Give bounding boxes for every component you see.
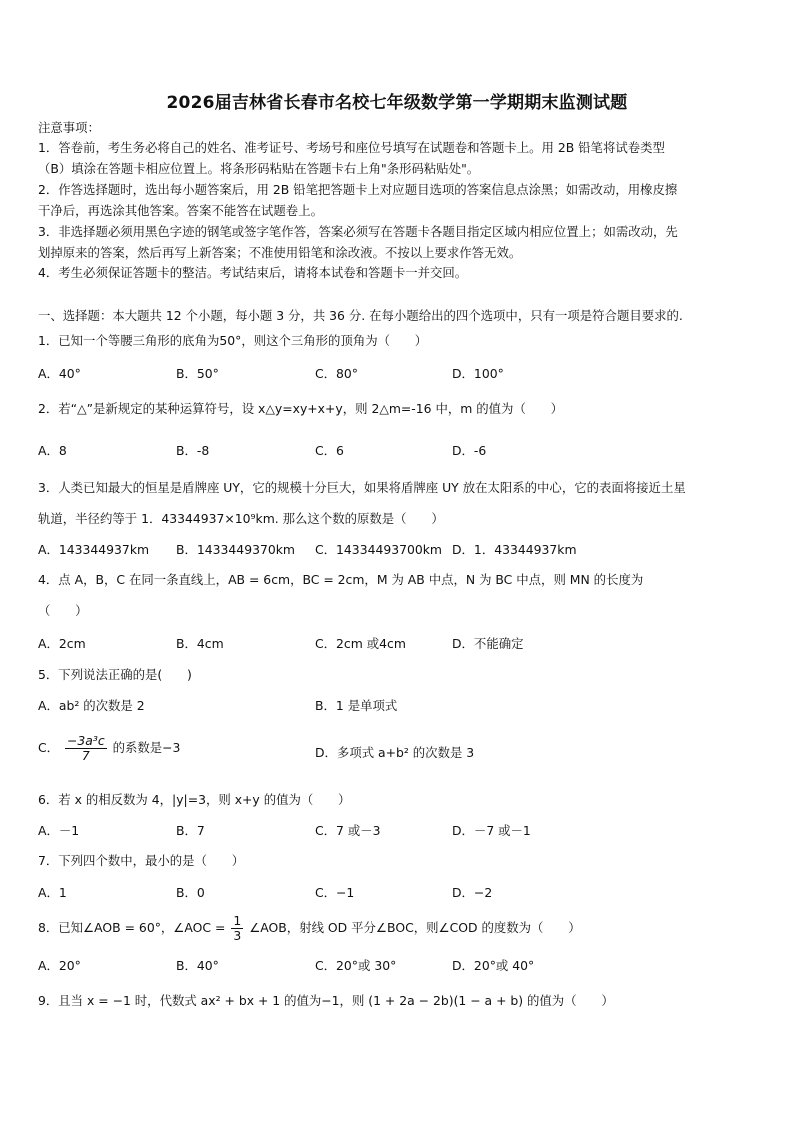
q1-option-c: C．80°	[315, 366, 359, 381]
section-heading: 一、选择题：本大题共 12 个小题，每小题 3 分，共 36 分. 在每小题给出的四个选项中，只有一项是符合题目要求的.	[38, 308, 683, 323]
q3-option-d: D．1．43344937km	[452, 542, 577, 557]
q6-option-b: B．7	[176, 823, 205, 838]
question-3-stem-cont: 轨道，半径约等于 1．43344937×10⁹km. 那么这个数的原数是（ ）	[38, 511, 444, 526]
page-title: 2026届吉林省长春市名校七年级数学第一学期期末监测试题	[166, 93, 628, 113]
question-3-stem: 3．人类已知最大的恒星是盾牌座 UY，它的规模十分巨大，如果将盾牌座 UY 放在太阳系的中心，它的表面将接近土星	[38, 480, 686, 495]
q7-option-d: D．−2	[452, 885, 493, 900]
q2-option-c: C．6	[315, 443, 344, 458]
q3-option-b: B．1433449370km	[176, 542, 295, 557]
q2-option-d: D．-6	[452, 443, 487, 458]
question-4-stem-cont: （ ）	[38, 603, 88, 618]
question-7-stem: 7．下列四个数中，最小的是（ ）	[38, 853, 245, 868]
q7-option-b: B．0	[176, 885, 205, 900]
q8-fraction-numerator: 1	[233, 913, 242, 928]
q8-stem-part-a: 8．已知∠AOB = 60°，∠AOC =	[38, 920, 226, 935]
q5-option-c-suffix: 的系数是−3	[112, 740, 181, 755]
notice-line: 干净后，再选涂其他答案。答案不能答在试题卷上。	[38, 203, 323, 218]
q8-option-b: B．40°	[176, 958, 219, 973]
notice-line: 1．答卷前，考生务必将自己的姓名、准考证号、考场号和座位号填写在试题卷和答题卡上。用 2B 铅笔将试卷类型	[38, 140, 665, 155]
q1-option-b: B．50°	[176, 366, 219, 381]
q8-option-d: D．20°或 40°	[452, 958, 535, 973]
question-9-stem: 9．且当 x = −1 时，代数式 ax² + bx + 1 的值为−1，则 (1 + 2a − 2b)(1 − a + b) 的值为（ ）	[38, 993, 614, 1008]
q5-option-d: D．多项式 a+b² 的次数是 3	[315, 745, 475, 760]
q5-option-c-prefix: C．	[38, 740, 60, 755]
q8-option-c: C．20°或 30°	[315, 958, 397, 973]
q5-option-c	[38, 734, 180, 763]
q4-option-c: C．2cm 或4cm	[315, 636, 406, 651]
q4-option-b: B．4cm	[176, 636, 224, 651]
q1-option-d: D．100°	[452, 366, 504, 381]
q5-fraction-denominator: 7	[81, 748, 90, 763]
notice-line: 2．作答选择题时，选出每小题答案后，用 2B 铅笔把答题卡上对应题目选项的答案信息点涂黑；如需改动，用橡皮擦	[38, 182, 678, 197]
question-4-stem: 4．点 A，B，C 在同一条直线上，AB = 6cm，BC = 2cm，M 为 AB 中点，N 为 BC 中点，则 MN 的长度为	[38, 572, 644, 587]
notice-line: 3．非选择题必须用黑色字迹的钢笔或签字笔作答，答案必须写在答题卡各题目指定区域内相应位置上；如需改动，先	[38, 224, 678, 239]
q5-fraction	[65, 734, 107, 763]
notice-line: 4．考生必须保证答题卡的整洁。考试结束后，请将本试卷和答题卡一并交回。	[38, 265, 468, 280]
q6-option-c: C．7 或－3	[315, 823, 381, 838]
q8-fraction-denominator: 3	[233, 928, 242, 943]
q7-option-a: A．1	[38, 885, 67, 900]
q6-option-d: D．－7 或－1	[452, 823, 531, 838]
notice-heading: 注意事项：	[38, 120, 100, 135]
q8-option-a: A．20°	[38, 958, 81, 973]
q4-option-d: D．不能确定	[452, 636, 524, 651]
q5-fraction-numerator: −3a³c	[67, 733, 105, 748]
q6-option-a: A．－1	[38, 823, 80, 838]
q2-option-a: A．8	[38, 443, 67, 458]
notice-line: （B）填涂在答题卡相应位置上。将条形码粘贴在答题卡右上角"条形码粘贴处"。	[38, 161, 480, 176]
q5-option-b: B．1 是单项式	[315, 698, 398, 713]
notice-line: 划掉原来的答案，然后再写上新答案；不准使用铅笔和涂改液。不按以上要求作答无效。	[38, 245, 522, 260]
q3-option-a: A．143344937km	[38, 542, 150, 557]
question-5-stem: 5．下列说法正确的是( )	[38, 667, 192, 682]
question-8-stem	[38, 914, 581, 943]
q8-stem-part-b: ∠AOB，射线 OD 平分∠BOC，则∠COD 的度数为（ ）	[249, 920, 581, 935]
q5-option-a: A．ab² 的次数是 2	[38, 698, 145, 713]
q3-option-c: C．14334493700km	[315, 542, 443, 557]
question-6-stem: 6．若 x 的相反数为 4，|y|=3，则 x+y 的值为（ ）	[38, 792, 351, 807]
q1-option-a: A．40°	[38, 366, 81, 381]
question-1-stem: 1．已知一个等腰三角形的底角为50°，则这个三角形的顶角为（ ）	[38, 333, 428, 348]
q8-fraction	[231, 914, 243, 943]
question-2-stem: 2．若“△”是新规定的某种运算符号，设 x△y=xy+x+y，则 2△m=-16 中，m 的值为（ ）	[38, 401, 564, 416]
q7-option-c: C．−1	[315, 885, 355, 900]
q4-option-a: A．2cm	[38, 636, 86, 651]
q2-option-b: B．-8	[176, 443, 210, 458]
